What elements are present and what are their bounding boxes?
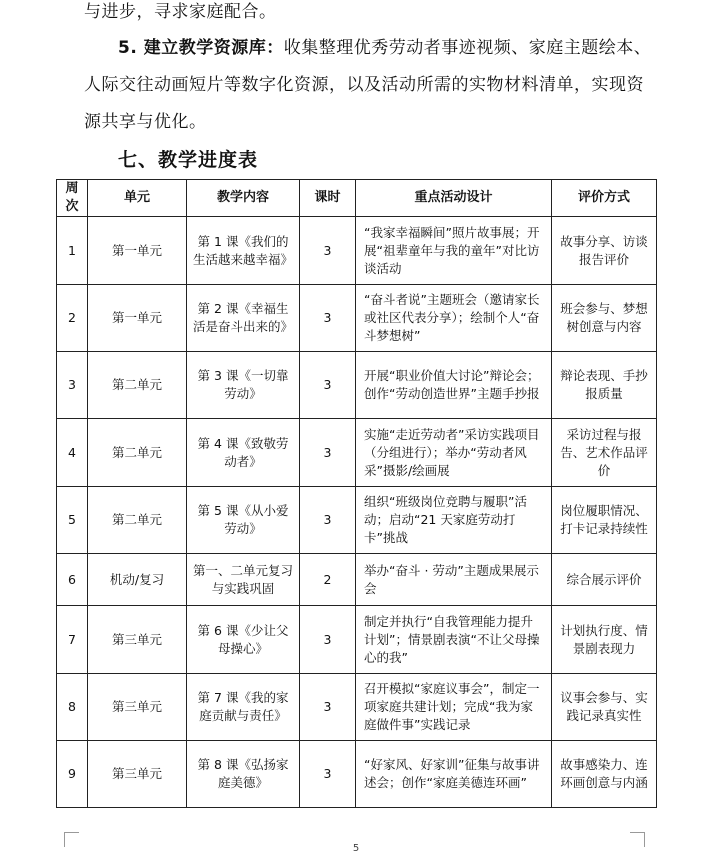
- paragraph-item5-line2: 人际交往动画短片等数字化资源，以及活动所需的实物材料清单，实现资: [84, 75, 644, 95]
- table-row: [57, 487, 657, 554]
- cell-week: 7: [57, 606, 88, 674]
- cell-evaluation: 故事感染力、连环画创意与内涵: [552, 741, 657, 808]
- header-hours: 课时: [300, 180, 356, 217]
- table-row: [57, 674, 657, 741]
- cell-content: 第 3 课《一切靠劳动》: [187, 352, 300, 419]
- cell-activity: “奋斗者说”主题班会（邀请家长或社区代表分享）；绘制个人“奋斗梦想树”: [356, 285, 552, 352]
- item5-label: 5. 建立教学资源库：: [118, 38, 284, 58]
- cell-unit: 第二单元: [88, 487, 187, 554]
- table-row: [57, 554, 657, 606]
- cell-hours: 3: [300, 352, 356, 419]
- header-activity: 重点活动设计: [356, 180, 552, 217]
- page-number: 5: [352, 843, 360, 854]
- table-row: [57, 419, 657, 487]
- cell-week: 6: [57, 554, 88, 606]
- cell-content: 第 4 课《致敬劳动者》: [187, 419, 300, 487]
- cell-unit: 第一单元: [88, 285, 187, 352]
- cell-unit: 机动/复习: [88, 554, 187, 606]
- cell-hours: 3: [300, 674, 356, 741]
- cell-activity: 制定并执行“自我管理能力提升计划”；情景剧表演“不让父母操心的我”: [356, 606, 552, 674]
- table-row: [57, 217, 657, 285]
- cell-content: 第 2 课《幸福生活是奋斗出来的》: [187, 285, 300, 352]
- header-content: 教学内容: [187, 180, 300, 217]
- cell-week: 9: [57, 741, 88, 808]
- cell-evaluation: 岗位履职情况、打卡记录持续性: [552, 487, 657, 554]
- paragraph-prev-line: 与进步，寻求家庭配合。: [84, 2, 277, 22]
- cell-content: 第 6 课《少让父母操心》: [187, 606, 300, 674]
- cell-evaluation: 计划执行度、情景剧表现力: [552, 606, 657, 674]
- table-row: [57, 352, 657, 419]
- cell-week: 2: [57, 285, 88, 352]
- cell-evaluation: 综合展示评价: [552, 554, 657, 606]
- cell-content: 第一、二单元复习与实践巩固: [187, 554, 300, 606]
- item5-text-1: 收集整理优秀劳动者事迹视频、家庭主题绘本、: [283, 38, 652, 58]
- cell-activity: 实施“走近劳动者”采访实践项目（分组进行）；举办“劳动者风采”摄影/绘画展: [356, 419, 552, 487]
- schedule-table: [56, 179, 657, 808]
- cell-evaluation: 班会参与、梦想树创意与内容: [552, 285, 657, 352]
- header-week: 周次: [57, 180, 88, 217]
- cell-hours: 3: [300, 285, 356, 352]
- cell-activity: 组织“班级岗位竞聘与履职”活动；启动“21 天家庭劳动打卡”挑战: [356, 487, 552, 554]
- cell-week: 4: [57, 419, 88, 487]
- cell-week: 1: [57, 217, 88, 285]
- cell-content: 第 5 课《从小爱劳动》: [187, 487, 300, 554]
- cell-content: 第 8 课《弘扬家庭美德》: [187, 741, 300, 808]
- cell-activity: “好家风、好家训”征集与故事讲述会；创作“家庭美德连环画”: [356, 741, 552, 808]
- table-row: [57, 741, 657, 808]
- cell-evaluation: 采访过程与报告、艺术作品评价: [552, 419, 657, 487]
- paragraph-item5-line1: [118, 30, 678, 67]
- cell-activity: “我家幸福瞬间”照片故事展；开展“祖辈童年与我的童年”对比访谈活动: [356, 217, 552, 285]
- cell-hours: 3: [300, 487, 356, 554]
- cell-evaluation: 辩论表现、手抄报质量: [552, 352, 657, 419]
- header-evaluation: 评价方式: [552, 180, 657, 217]
- cell-unit: 第三单元: [88, 674, 187, 741]
- cell-hours: 3: [300, 419, 356, 487]
- cell-unit: 第三单元: [88, 741, 187, 808]
- cell-hours: 2: [300, 554, 356, 606]
- section-heading: 七、教学进度表: [118, 149, 259, 171]
- header-unit: 单元: [88, 180, 187, 217]
- cell-unit: 第二单元: [88, 352, 187, 419]
- cell-evaluation: 故事分享、访谈报告评价: [552, 217, 657, 285]
- cell-hours: 3: [300, 741, 356, 808]
- paragraph-item5-line3: 源共享与优化。: [84, 112, 207, 132]
- cell-week: 3: [57, 352, 88, 419]
- cell-week: 5: [57, 487, 88, 554]
- cell-activity: 开展“职业价值大讨论”辩论会；创作“劳动创造世界”主题手抄报: [356, 352, 552, 419]
- cell-activity: 举办“奋斗 · 劳动”主题成果展示会: [356, 554, 552, 606]
- cell-activity: 召开模拟“家庭议事会”，制定一项家庭共建计划；完成“我为家庭做件事”实践记录: [356, 674, 552, 741]
- table-row: [57, 285, 657, 352]
- cell-week: 8: [57, 674, 88, 741]
- table-row: [57, 606, 657, 674]
- table-header-row: [57, 180, 657, 217]
- cell-hours: 3: [300, 606, 356, 674]
- cell-content: 第 7 课《我的家庭贡献与责任》: [187, 674, 300, 741]
- cell-evaluation: 议事会参与、实践记录真实性: [552, 674, 657, 741]
- cell-content: 第 1 课《我们的生活越来越幸福》: [187, 217, 300, 285]
- cell-unit: 第三单元: [88, 606, 187, 674]
- cell-unit: 第一单元: [88, 217, 187, 285]
- cell-unit: 第二单元: [88, 419, 187, 487]
- cell-hours: 3: [300, 217, 356, 285]
